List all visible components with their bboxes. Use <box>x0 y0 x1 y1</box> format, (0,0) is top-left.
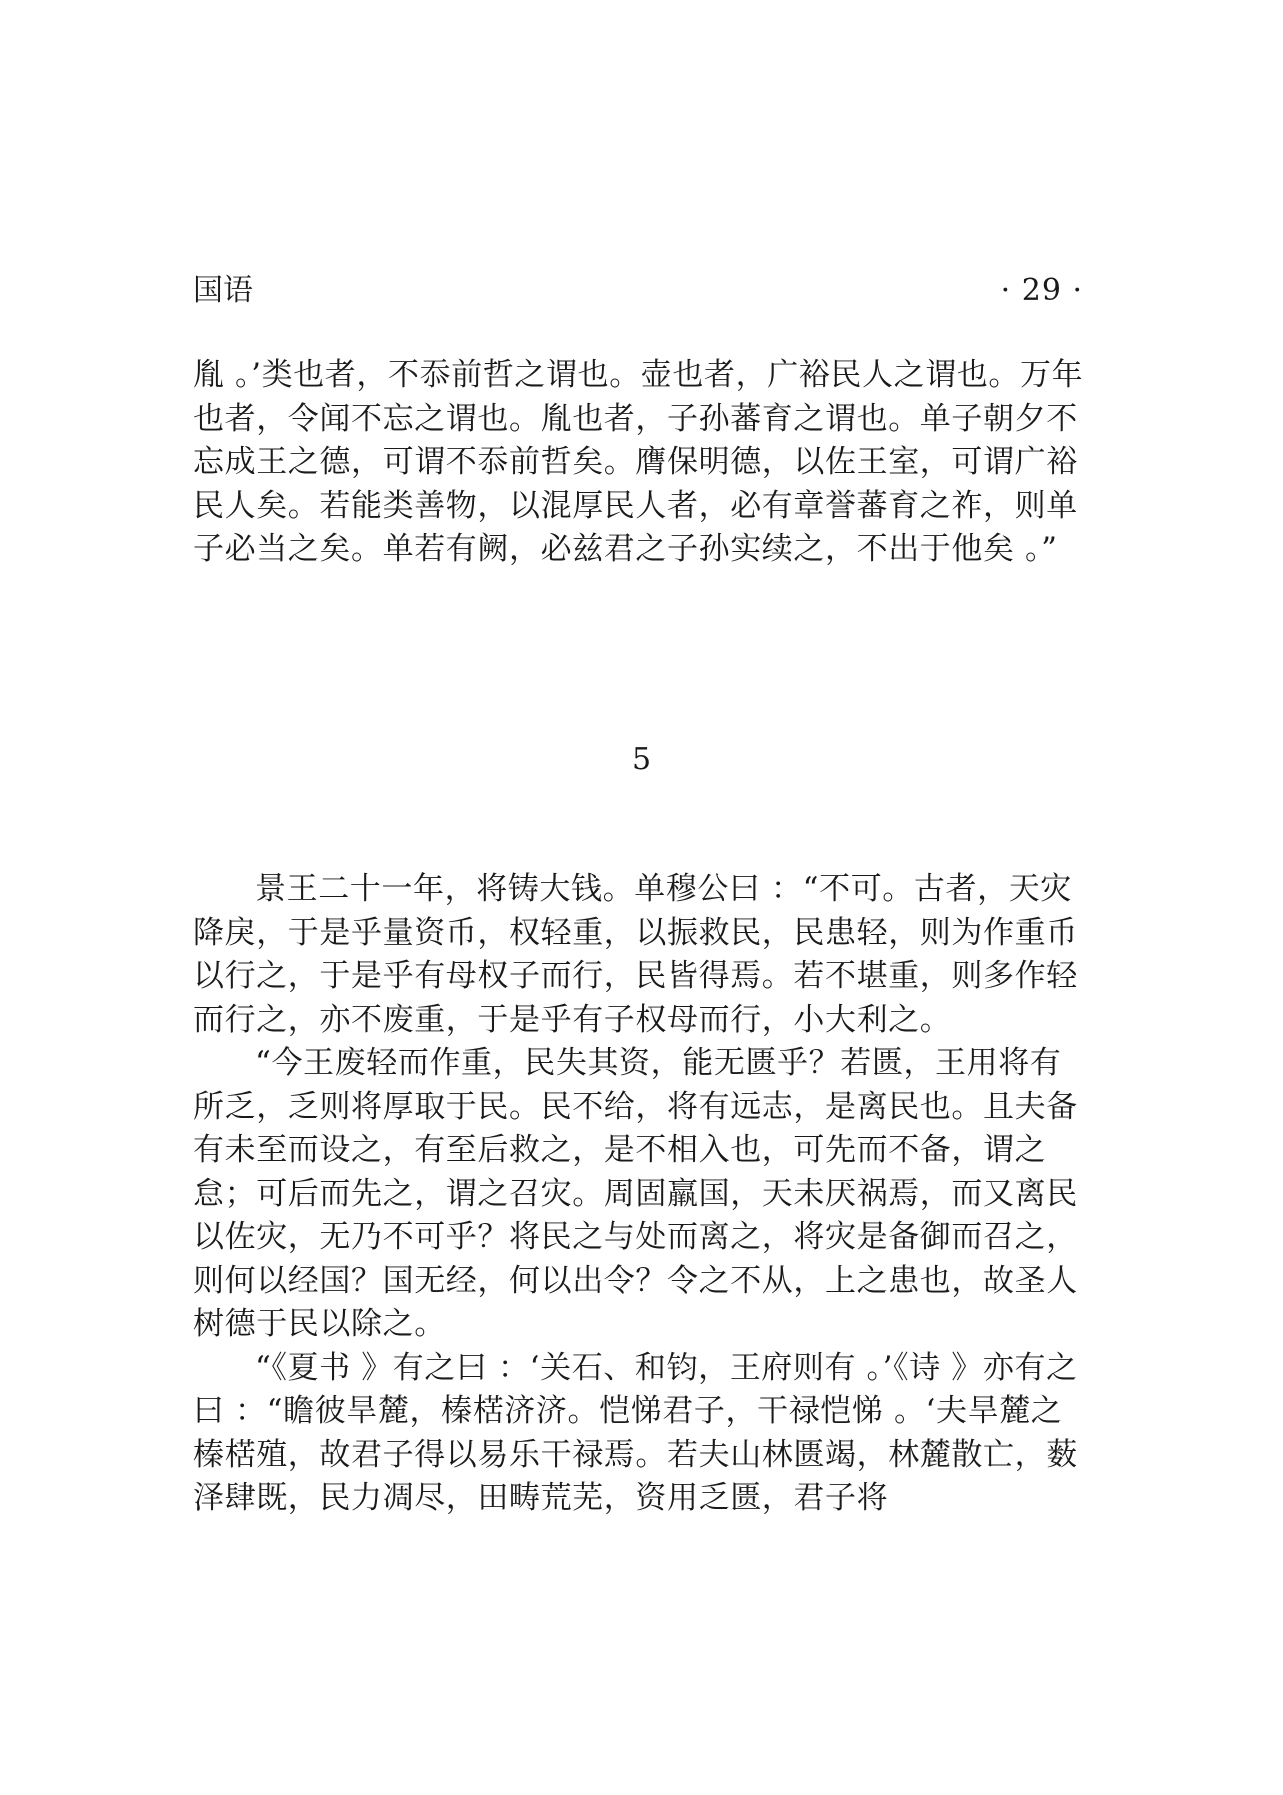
section-passage <box>193 868 1085 1521</box>
book-title: 国语 <box>193 273 253 308</box>
section-number: 5 <box>631 742 652 777</box>
paragraph: 景王二十一年，将铸大钱。单穆公曰 ：“不可。古者，天灾降戾，于是乎量资币，权轻重，以振救民，民患轻，则为作重币以行之，于是乎有母权子而行，民皆得焉。若不堪重，则多作轻而行之，亦不废重，于是乎有子权母而行，小大利之。 <box>193 871 1078 1038</box>
paragraph: 胤 。’类也者，不忝前哲之谓也。壶也者，广裕民人之谓也。万年也者，令闻不忘之谓也。胤也者，子孙蕃育之谓也。单子朝夕不忘成王之德，可谓不忝前哲矣。膺保明德，以佐王室，可谓广裕民人矣。若能类善物，以混厚民人者，必有章誉蕃育之祚，则单子必当之矣。单若有阙，必兹君之子孙实续之，不出于他矣 。” <box>193 357 1084 567</box>
continued-passage <box>193 354 1085 572</box>
page-number: · 29 · <box>1000 273 1083 308</box>
paragraph: “今王废轻而作重，民失其资，能无匮乎？若匮，王用将有所乏，乏则将厚取于民。民不给，将有远志，是离民也。且夫备有未至而设之，有至后救之，是不相入也，可先而不备，谓之怠；可后而先之，谓之召灾。周固羸国，天未厌祸焉，而又离民以佐灾，无乃不可乎？将民之与处而离之，将灾是备御而召之，则何以经国？国无经，何以出令？令之不从，上之患也，故圣人树德于民以除之。 <box>193 1045 1078 1342</box>
running-head <box>193 268 1083 314</box>
paragraph: “《夏书 》有之曰 ：‘关石、和钧，王府则有 。’《诗 》亦有之曰 ：“瞻彼旱麓，榛楛济济。恺悌君子，干禄恺悌 。‘夫旱麓之榛楛殖，故君子得以易乐干禄焉。若夫山林匮竭，林麓散亡，薮泽肆既，民力凋尽，田畴荒芜，资用乏匮，君子将 <box>193 1349 1078 1516</box>
